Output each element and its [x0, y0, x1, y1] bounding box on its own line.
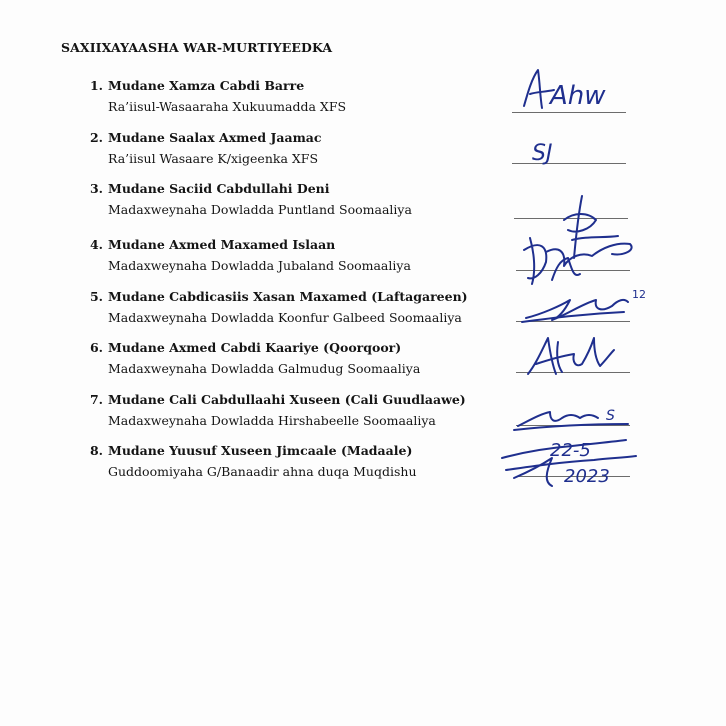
handwritten-signature: [520, 132, 610, 168]
signatory-title: Ra’iisul-Wasaaraha Xukuumadda XFS: [108, 99, 347, 114]
document-heading: SAXIIXAYAASHA WAR-MURTIYEEDKA: [61, 40, 333, 55]
entry-number: 3.: [89, 181, 103, 196]
entry-number: 2.: [89, 130, 103, 145]
entry-number: 7.: [89, 392, 103, 407]
entry-number: 5.: [89, 289, 103, 304]
handwritten-signature: [510, 62, 640, 118]
handwritten-signature: [518, 330, 628, 380]
signatory-name: Mudane Cali Cabdullaahi Xuseen (Cali Guudlaawe): [108, 392, 466, 407]
signatory-name: Mudane Axmed Maxamed Islaan: [108, 237, 336, 252]
entry-number: 4.: [89, 237, 103, 252]
handwritten-signature: [494, 428, 654, 492]
handwritten-year: 2023: [564, 466, 610, 487]
signatory-name: Mudane Axmed Cabdi Kaariye (Qoorqoor): [108, 340, 402, 355]
handwritten-signature: [512, 284, 662, 328]
signatory-title: Ra’iisul Wasaare K/xigeenka XFS: [108, 151, 319, 166]
signatory-name: Mudane Cabdicasiis Xasan Maxamed (Laftagareen): [108, 289, 468, 304]
signatory-title: Madaxweynaha Dowladda Koonfur Galbeed Soomaaliya: [108, 310, 462, 325]
signatory-title: Madaxweynaha Dowladda Hirshabeelle Soomaaliya: [108, 413, 436, 428]
handwritten-signature: [512, 190, 652, 290]
entry-number: 1.: [89, 78, 103, 93]
entry-number: 6.: [89, 340, 103, 355]
signature-text: Ahw: [550, 81, 606, 111]
signatory-title: Madaxweynaha Dowladda Jubaland Soomaaliya: [108, 258, 411, 273]
signature-text: SJ: [532, 141, 553, 166]
signatory-title: Madaxweynaha Dowladda Puntland Soomaaliya: [108, 202, 412, 217]
entry-number: 8.: [89, 443, 103, 458]
signature-mark: 12: [632, 288, 646, 301]
signatory-name: Mudane Saalax Axmed Jaamac: [108, 130, 322, 145]
signatory-name: Mudane Xamza Cabdi Barre: [108, 78, 305, 93]
signatory-name: Mudane Saciid Cabdullahi Deni: [108, 181, 330, 196]
signatory-title: Madaxweynaha Dowladda Galmudug Soomaaliya: [108, 361, 421, 376]
handwritten-date: 22-5: [550, 440, 591, 461]
signatory-name: Mudane Yuusuf Xuseen Jimcaale (Madaale): [108, 443, 413, 458]
signature-mark: S: [606, 408, 615, 424]
signatory-title: Guddoomiyaha G/Banaadir ahna duqa Muqdishu: [108, 464, 417, 479]
